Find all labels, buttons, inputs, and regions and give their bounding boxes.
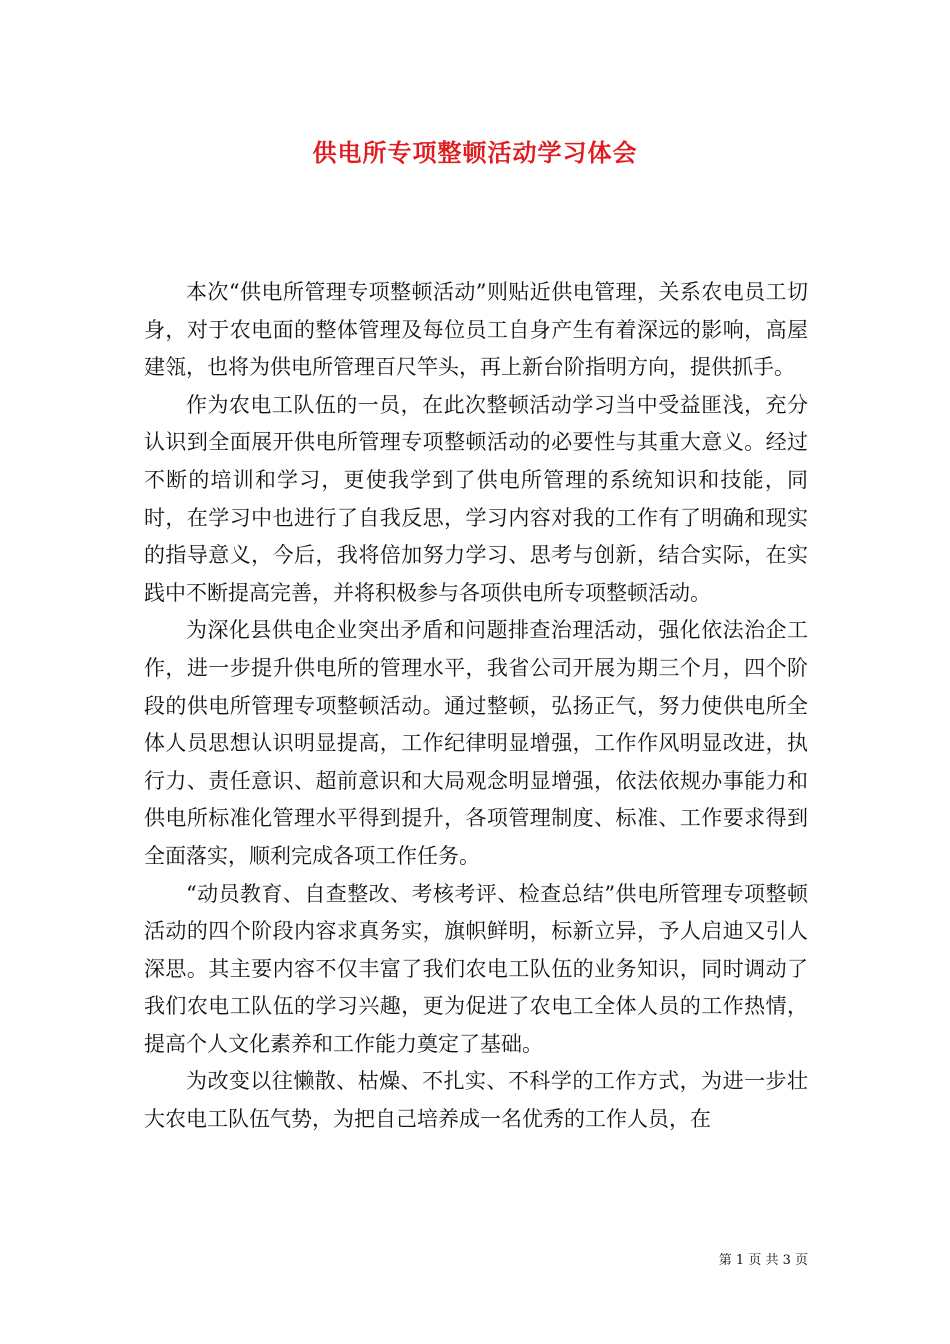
paragraph-3: 为深化县供电企业突出矛盾和问题排查治理活动，强化依法治企工作，进一步提升供电所的管理水平，我省公司开展为期三个月，四个阶段的供电所管理专项整顿活动。通过整顿，弘扬正气，努力使供电所全体人员思想认识明显提高，工作纪律明显增强，工作作风明显改进，执行力、责任意识、超前意识和大局观念明显增强，依法依规办事能力和供电所标准化管理水平得到提升，各项管理制度、标准、工作要求得到全面落实，顺利完成各项工作任务。 xyxy=(144,618,808,868)
paragraph-5: 为改变以往懒散、枯燥、不扎实、不科学的工作方式，为进一步壮大农电工队伍气势，为把自己培养成一名优秀的工作人员，在 xyxy=(144,1069,808,1132)
paragraph-2: 作为农电工队伍的一员，在此次整顿活动学习当中受益匪浅，充分认识到全面展开供电所管理专项整顿活动的必要性与其重大意义。经过不断的培训和学习，更使我学到了供电所管理的系统知识和技能，同时，在学习中也进行了自我反思，学习内容对我的工作有了明确和现实的指导意义，今后，我将倍加努力学习、思考与创新，结合实际，在实践中不断提高完善，并将积极参与各项供电所专项整顿活动。 xyxy=(144,392,808,605)
page-number: 第 1 页 共 3 页 xyxy=(718,1253,808,1268)
document-title: 供电所专项整顿活动学习体会 xyxy=(312,138,638,167)
paragraph-4: “动员教育、自查整改、考核考评、检查总结”供电所管理专项整顿活动的四个阶段内容求真务实，旗帜鲜明，标新立异，予人启迪又引人深思。其主要内容不仅丰富了我们农电工队伍的业务知识，同时调动了我们农电工队伍的学习兴趣，更为促进了农电工全体人员的工作热情，提高个人文化素养和工作能力奠定了基础。 xyxy=(144,881,808,1056)
paragraph-1: 本次“供电所管理专项整顿活动”则贴近供电管理，关系农电员工切身，对于农电面的整体管理及每位员工自身产生有着深远的影响，高屋建瓴，也将为供电所管理百尺竿头，再上新台阶指明方向，提供抓手。 xyxy=(144,280,808,380)
document-body xyxy=(144,274,808,1139)
